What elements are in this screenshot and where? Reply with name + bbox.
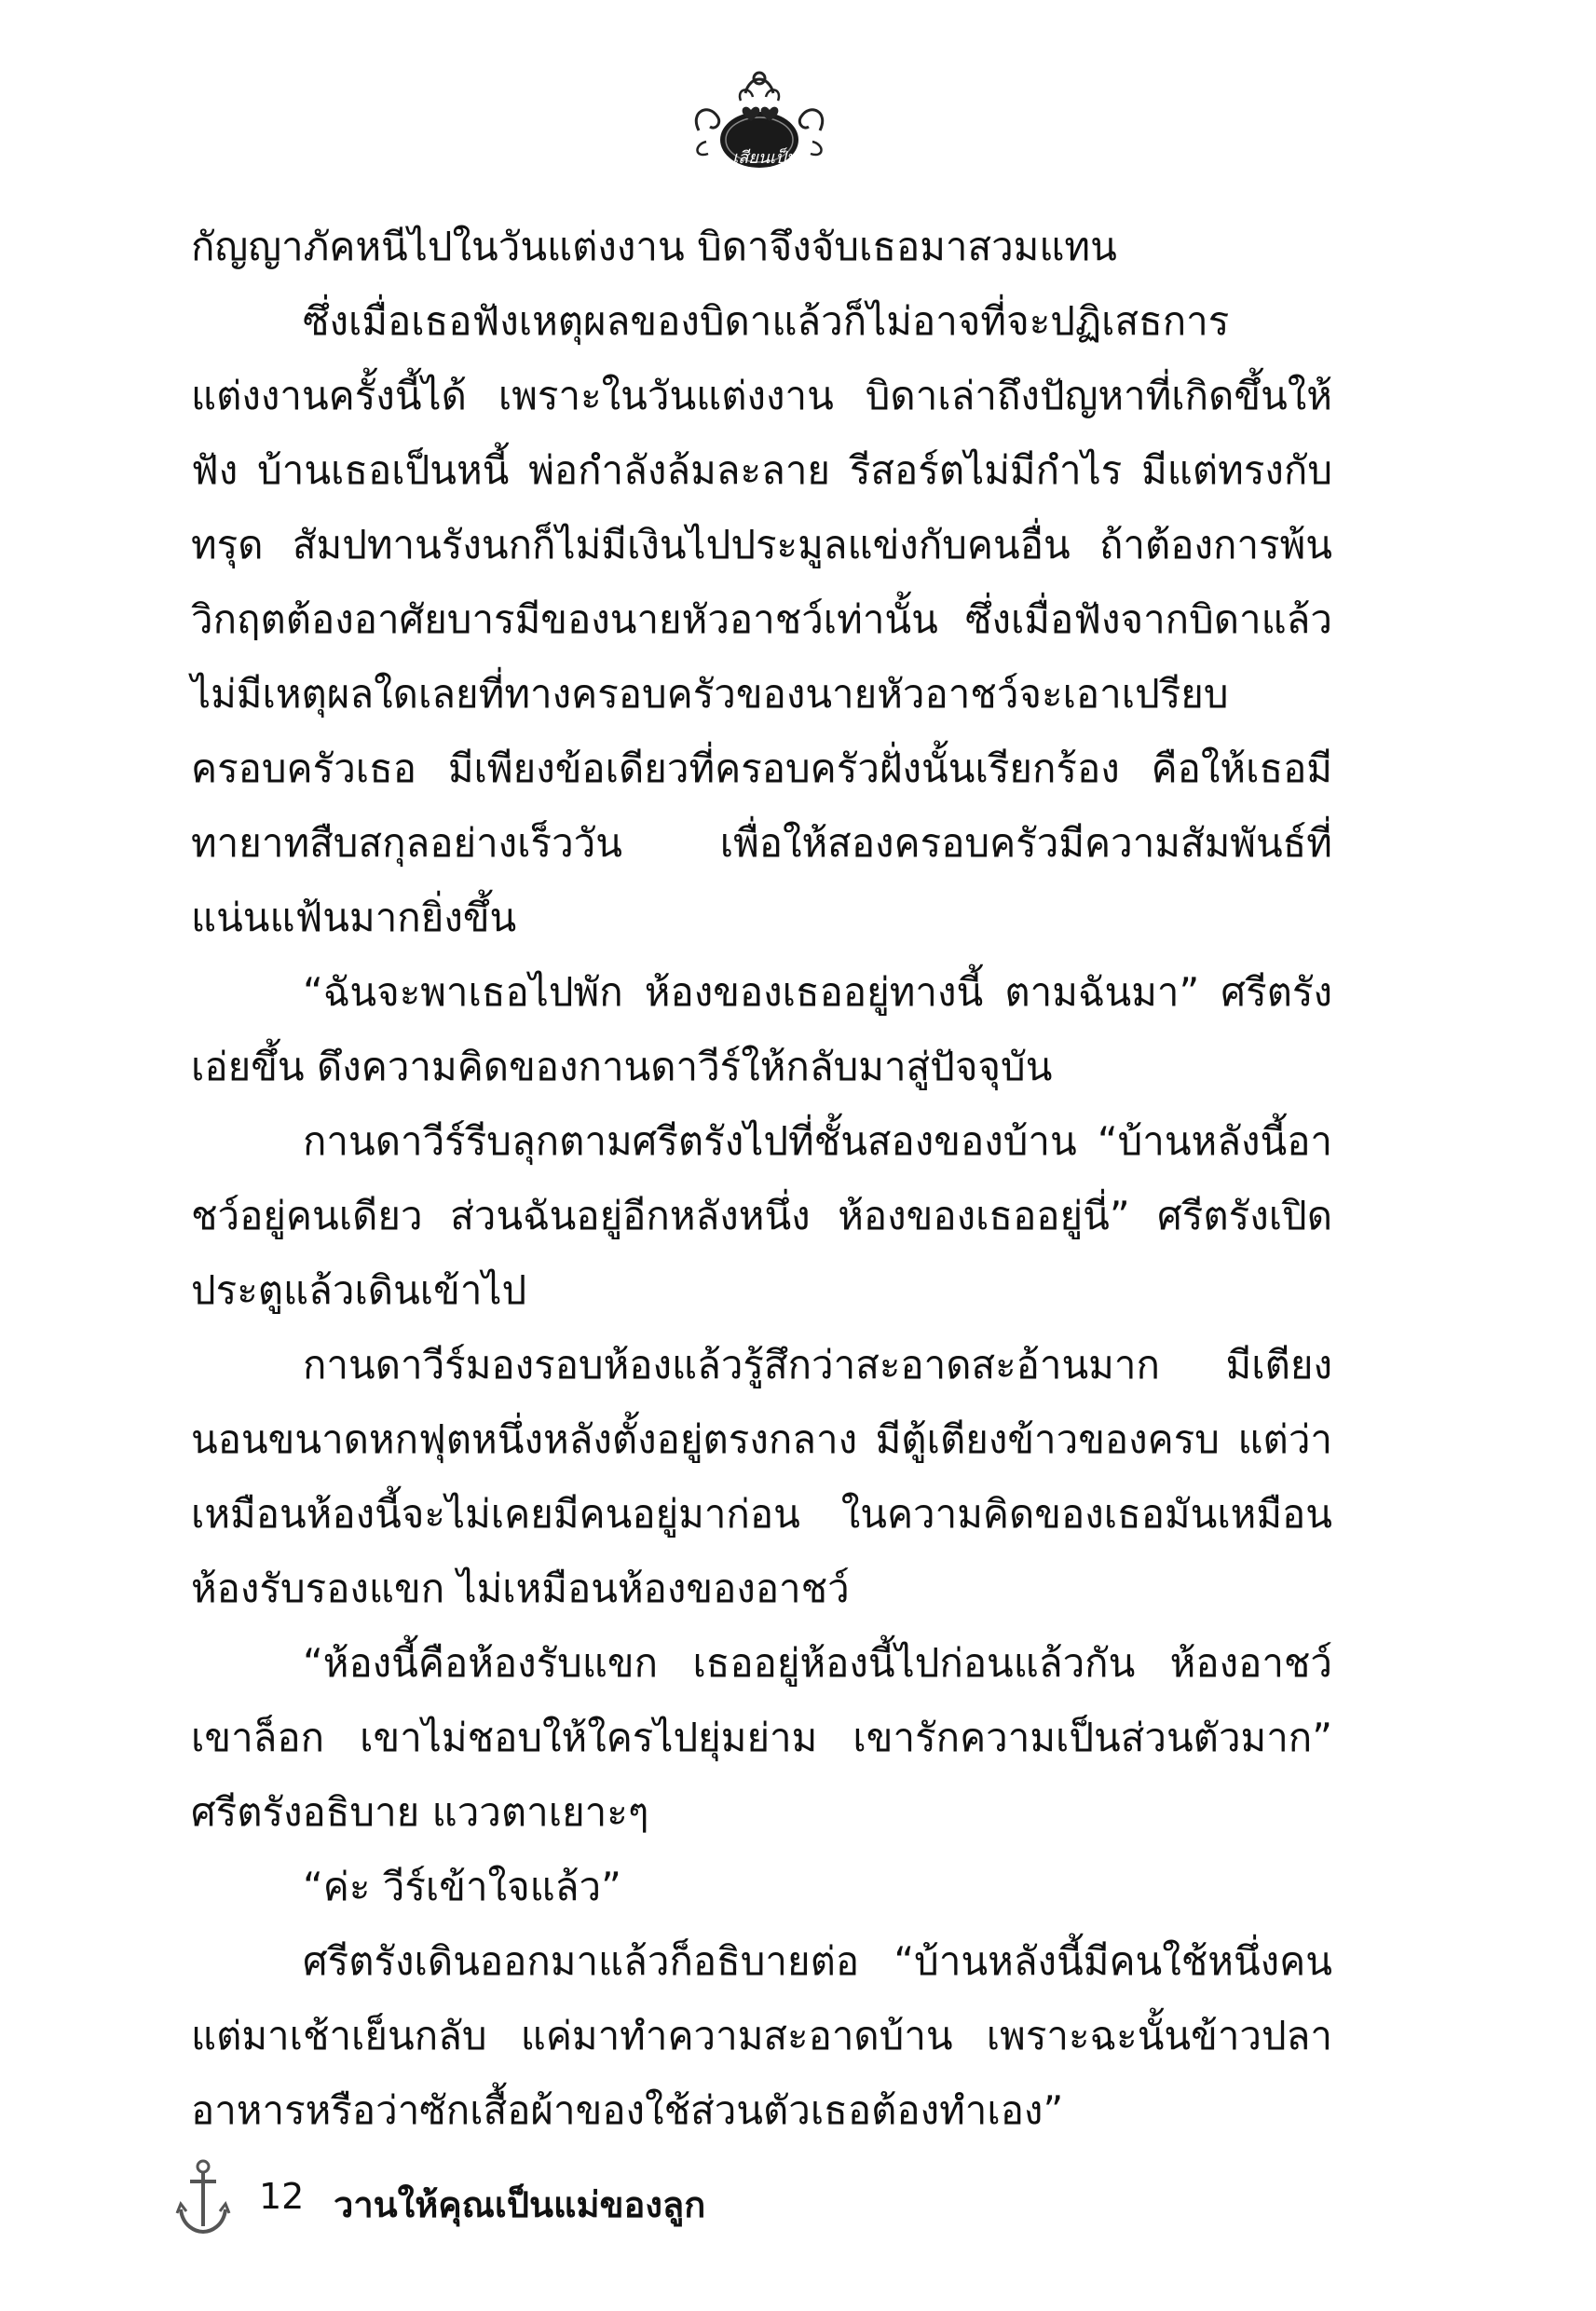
page-number: 12 xyxy=(259,2176,305,2217)
paragraph: “ค่ะ วีร์เข้าใจแล้ว” xyxy=(303,1864,621,1909)
paragraph: ศรีตรังเดินออกมาแล้วก็อธิบายต่อ “บ้านหลังนี้มีคนใช้หนึ่งคนแต่มาเช้าเย็นกลับ แค่มาทำความสะอาดบ้าน เพราะฉะนั้นข้าวปลาอาหารหรือว่าซักเสื้อผ้าของใช้ส่วนตัวเธอต้องทำเอง” xyxy=(191,1938,1332,2133)
paragraph: กานดาวีร์รีบลุกตามศรีตรังไปที่ชั้นสองของบ้าน “บ้านหลังนี้อาชว์อยู่คนเดียว ส่วนฉันอยู่อีกหลังหนึ่ง ห้องของเธออยู่นี่” ศรีตรังเปิดประตูแล้วเดินเข้าไป xyxy=(191,1118,1332,1313)
paragraph: ซึ่งเมื่อเธอฟังเหตุผลของบิดาแล้วก็ไม่อาจที่จะปฏิเสธการแต่งงานครั้งนี้ได้ เพราะในวันแต่งงาน บิดาเล่าถึงปัญหาที่เกิดขึ้นให้ฟัง บ้านเธอเป็นหนี้ พ่อกำลังล้มละลาย รีสอร์ตไม่มีกำไร มีแต่ทรงกับทรุด สัมปทานรังนกก็ไม่มีเงินไปประมูลแข่งกับคนอื่น ถ้าต้องการพ้นวิกฤตต้องอาศัยบารมีของนายหัวอาชว์เท่านั้น ซึ่งเมื่อฟังจากบิดาแล้ว ไม่มีเหตุผลใดเลยที่ทางครอบครัวของนายหัวอาชว์จะเอาเปรียบครอบครัวเธอ มีเพียงข้อเดียวที่ครอบครัวฝั่งนั้นเรียกร้อง คือให้เธอมีทายาทสืบสกุลอย่างเร็ววัน เพื่อให้สองครอบครัวมีความสัมพันธ์ที่แน่นแฟ้นมากยิ่งขึ้น xyxy=(191,298,1332,940)
paragraph: “ห้องนี้คือห้องรับแขก เธออยู่ห้องนี้ไปก่อนแล้วกัน ห้องอาชว์เขาล็อก เขาไม่ชอบให้ใครไปยุ่มย่าม เขารักความเป็นส่วนตัวมาก” ศรีตรังอธิบาย แววตาเยาะๆ xyxy=(191,1640,1332,1835)
publisher-logo xyxy=(689,65,829,177)
paragraph: กานดาวีร์มองรอบห้องแล้วรู้สึกว่าสะอาดสะอ้านมาก มีเตียงนอนขนาดหกฟุตหนึ่งหลังตั้งอยู่ตรงกลาง มีตู้เตียงข้าวของครบ แต่ว่าเหมือนห้องนี้จะไม่เคยมีคนอยู่มาก่อน ในความคิดของเธอมันเหมือนห้องรับรองแขก ไม่เหมือนห้องของอาชว์ xyxy=(191,1342,1332,1611)
paragraph: กัญญาภัคหนีไปในวันแต่งงาน บิดาจึงจับเธอมาสวมแทน xyxy=(191,224,1117,269)
anchor-icon xyxy=(175,2157,231,2237)
body-text xyxy=(191,210,1332,2148)
paragraph: “ฉันจะพาเธอไปพัก ห้องของเธออยู่ทางนี้ ตามฉันมา” ศรีตรังเอ่ยขึ้น ดึงความคิดของกานดาวีร์ให้กลับมาสู่ปัจจุบัน xyxy=(191,969,1332,1089)
publisher-logo-text: เสียนเป็น xyxy=(732,148,798,168)
book-title: วานให้คุณเป็นแม่ของลูก xyxy=(334,2184,706,2225)
page-footer xyxy=(175,2157,1014,2241)
